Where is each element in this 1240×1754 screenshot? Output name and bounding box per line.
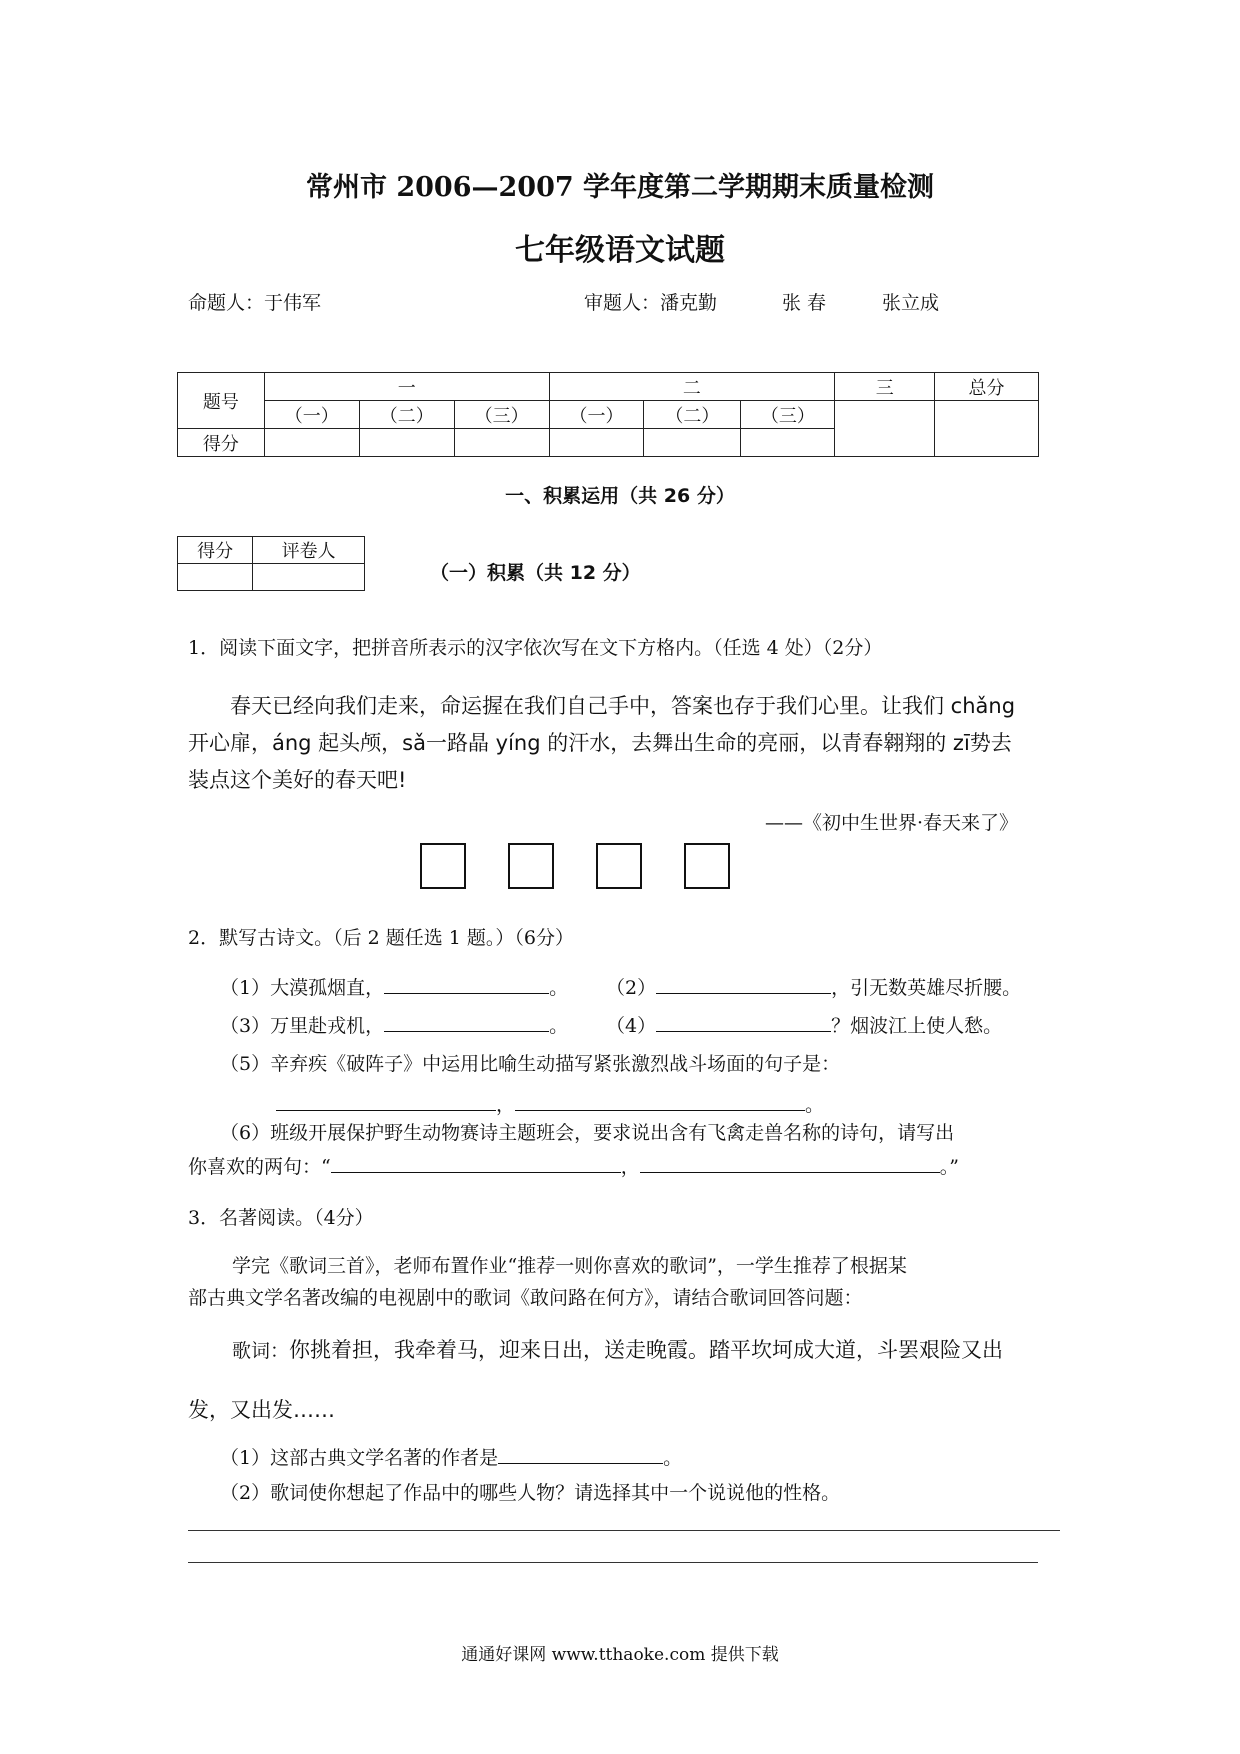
- score-cell-total[interactable]: [935, 401, 1039, 457]
- answer-box[interactable]: [596, 843, 642, 889]
- answer-blank[interactable]: [640, 1154, 940, 1173]
- section-1-heading: 一、积累运用（共 26 分）: [505, 485, 735, 507]
- q2-item-1-end: 。: [549, 977, 569, 999]
- score-cell[interactable]: [359, 429, 454, 457]
- q2-item-2: [606, 973, 1021, 1000]
- q3-lyric-text: 你挑着担，我牵着马，迎来日出，送走晚霞。踏平坎坷成大道，斗罢艰险又出: [289, 1338, 1004, 1362]
- q3-intro-line: 学完《歌词三首》，老师布置作业“推荐一则你喜欢的歌词”，一学生推荐了根据某: [232, 1255, 907, 1277]
- q1-passage-line: 装点这个美好的春天吧!: [188, 768, 407, 792]
- q2-item-2-text: （2）: [606, 977, 657, 999]
- answer-box[interactable]: [420, 843, 466, 889]
- q3-prompt: 3．名著阅读。（4分）: [188, 1207, 374, 1229]
- answer-line[interactable]: [188, 1530, 1060, 1531]
- q1-passage-line: 春天已经向我们走来，命运握在我们自己手中，答案也存于我们心里。让我们 chǎng: [230, 694, 1016, 718]
- q2-item-4: [606, 1011, 1002, 1038]
- score-row-label-number: 题号: [178, 373, 265, 429]
- grader-score-label: 得分: [178, 537, 253, 564]
- score-cell[interactable]: [644, 429, 741, 457]
- q2-item-5-end: 。: [805, 1094, 825, 1116]
- score-group-2: 二: [549, 373, 835, 401]
- score-sub-2: （二）: [359, 401, 454, 429]
- answer-box[interactable]: [684, 843, 730, 889]
- subsection-heading: （一）积累（共 12 分）: [430, 562, 641, 584]
- q2-item-3-text: （3）万里赴戎机，: [220, 1015, 385, 1037]
- q1-prompt: 1．阅读下面文字，把拼音所表示的汉字依次写在文下方格内。（任选 4 处）（2分）: [188, 637, 883, 659]
- grader-score-cell[interactable]: [178, 564, 253, 591]
- score-cell[interactable]: [549, 429, 644, 457]
- score-cell[interactable]: [264, 429, 359, 457]
- score-group-3: 三: [835, 373, 935, 401]
- exam-subtitle: 七年级语文试题: [515, 233, 725, 268]
- grader-person-label: 评卷人: [253, 537, 365, 564]
- answer-blank[interactable]: [656, 975, 831, 994]
- q3-lyric-label: 歌词：: [232, 1340, 290, 1362]
- q3-lyric: [232, 1334, 1003, 1364]
- score-cell[interactable]: [454, 429, 549, 457]
- exam-title: 常州市 2006—2007 学年度第二学期期末质量检测: [305, 172, 935, 203]
- grader-table: [177, 536, 365, 591]
- q2-item-4-end: ？烟波江上使人愁。: [831, 1015, 1003, 1037]
- q2-item-6-answer: [188, 1152, 959, 1179]
- q1-passage: [188, 688, 1056, 799]
- q3-lyric-line-2: 发，又出发……: [188, 1398, 335, 1422]
- answer-blank[interactable]: [331, 1154, 621, 1173]
- answer-line[interactable]: [188, 1562, 1038, 1563]
- answer-blank[interactable]: [498, 1445, 663, 1464]
- q3-sub-1-end: 。: [663, 1447, 683, 1469]
- q2-item-3: [220, 1011, 568, 1038]
- q1-source: ——《初中生世界·春天来了》: [764, 812, 1018, 834]
- q2-item-6-text: 你喜欢的两句：“: [188, 1156, 331, 1178]
- q3-sub-2: （2）歌词使你想起了作品中的哪些人物？请选择其中一个说说他的性格。: [220, 1482, 841, 1504]
- q2-item-4-text: （4）: [606, 1015, 657, 1037]
- score-row-label-score: 得分: [178, 429, 265, 457]
- score-group-1: 一: [264, 373, 549, 401]
- q2-item-6: （6）班级开展保护野生动物赛诗主题班会，要求说出含有飞禽走兽名称的诗句，请写出: [220, 1122, 955, 1144]
- score-sub-1: （一）: [264, 401, 359, 429]
- reviewer-3: 张立成: [882, 292, 940, 314]
- q3-sub-1: [220, 1443, 682, 1470]
- score-table: [177, 372, 1039, 457]
- q2-item-6-end: 。”: [939, 1156, 959, 1178]
- q3-intro-line: 部古典文学名著改编的电视剧中的歌词《敢问路在何方》，请结合歌词回答问题：: [188, 1287, 863, 1309]
- answer-blank[interactable]: [276, 1092, 496, 1111]
- q2-item-6-sep: ，: [620, 1156, 640, 1178]
- q1-passage-line: 开心扉，áng 起头颅，sǎ一路晶 yíng 的汗水，去舞出生命的亮丽，以青春翱翔的 zī势去: [188, 731, 1012, 755]
- footer-text: 通通好课网 www.tthaoke.com 提供下载: [461, 1645, 779, 1665]
- q3-sub-1-text: （1）这部古典文学名著的作者是: [220, 1447, 499, 1469]
- setter-label: 命题人：于伟军: [188, 292, 322, 314]
- reviewer-2: 张 春: [782, 292, 827, 314]
- score-sub-3: （三）: [454, 401, 549, 429]
- q2-prompt: 2．默写古诗文。（后 2 题任选 1 题。）（6分）: [188, 927, 575, 949]
- q2-item-3-end: 。: [549, 1015, 569, 1037]
- score-sub-6: （三）: [741, 401, 835, 429]
- score-sub-5: （二）: [644, 401, 741, 429]
- answer-blank[interactable]: [384, 1013, 549, 1032]
- q2-item-1-text: （1）大漠孤烟直，: [220, 977, 385, 999]
- q2-item-2-end: ，引无数英雄尽折腰。: [831, 977, 1022, 999]
- score-total-header: 总分: [935, 373, 1039, 401]
- answer-blank[interactable]: [384, 975, 549, 994]
- q2-item-1: [220, 973, 568, 1000]
- q2-item-5-answer: [276, 1090, 824, 1117]
- score-cell-3[interactable]: [835, 401, 935, 457]
- answer-box[interactable]: [508, 843, 554, 889]
- answer-blank[interactable]: [515, 1092, 805, 1111]
- q2-item-5: （5）辛弃疾《破阵子》中运用比喻生动描写紧张激烈战斗场面的句子是：: [220, 1053, 841, 1075]
- score-cell[interactable]: [741, 429, 835, 457]
- q2-item-5-sep: ，: [496, 1094, 516, 1116]
- reviewer-label: 审题人：潘克勤: [584, 292, 718, 314]
- answer-blank[interactable]: [656, 1013, 831, 1032]
- score-sub-4: （一）: [549, 401, 644, 429]
- grader-person-cell[interactable]: [253, 564, 365, 591]
